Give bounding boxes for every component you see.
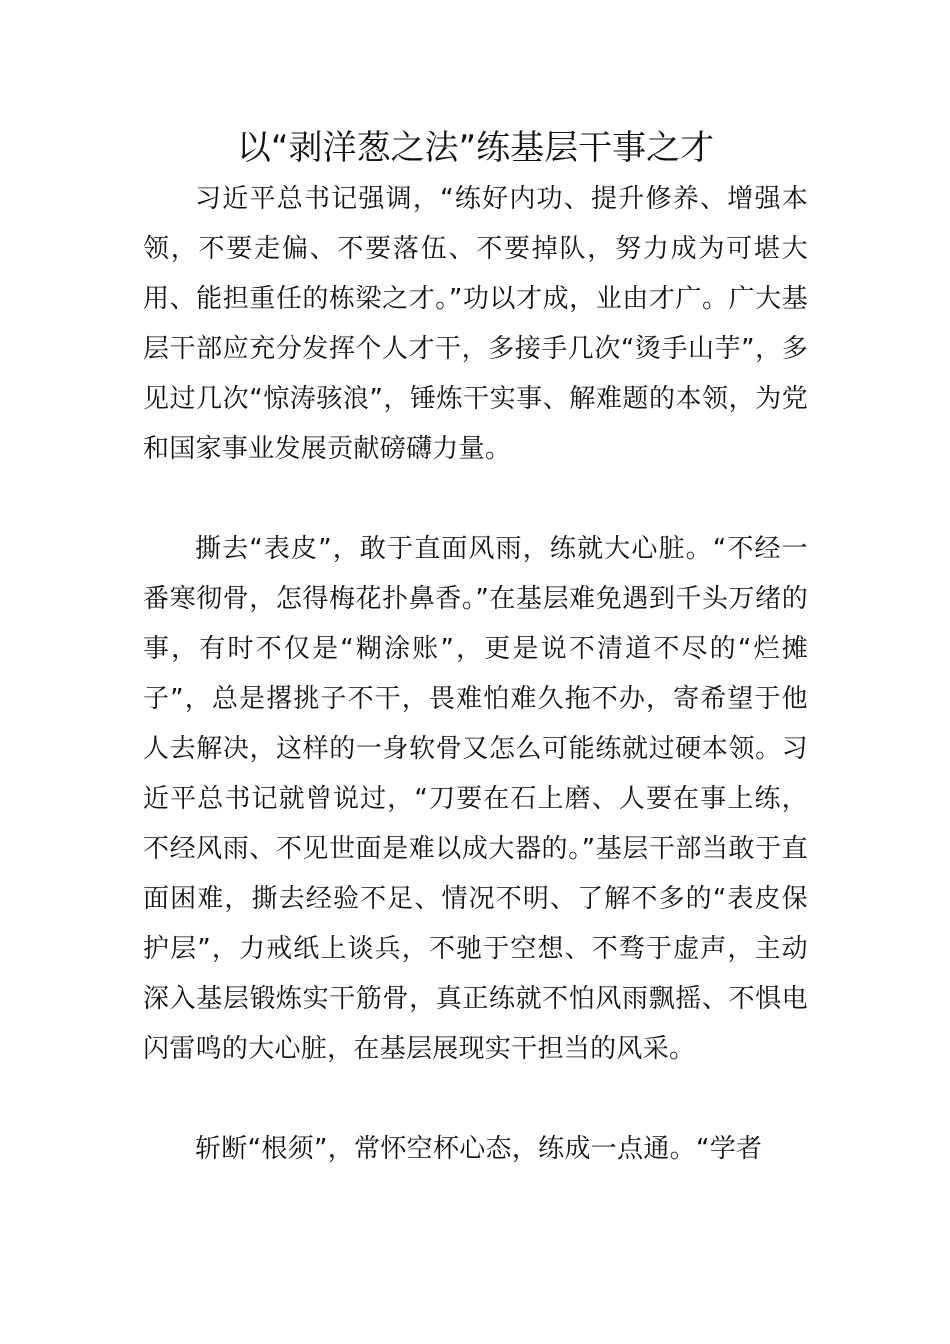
document-title: 以“剥洋葱之法”练基层干事之才 bbox=[236, 128, 715, 168]
paragraph-cut-roots: 斩断“根须”，常怀空杯心态，练成一点通。“学者 bbox=[195, 1134, 763, 1164]
paragraph-gap bbox=[143, 1074, 808, 1124]
document-page bbox=[143, 122, 808, 1174]
paragraph-peel-skin: 撕去“表皮”，敢于直面风雨，练就大心脏。“不经一番寒彻骨，怎得梅花扑鼻香。”在基层难免遇到千头万绪的事，有时不仅是“糊涂账”，更是说不清道不尽的“烂摊子”，总是撂挑子不干，畏难怕难久拖不办，寄希望于他人去解决，这样的一身软骨又怎么可能练就过硬本领。习近平总书记就曾说过，“刀要在石上磨、人要在事上练，不经风雨、不见世面是难以成大器的。”基层干部当敢于直面困难，撕去经验不足、情况不明、了解不多的“表皮保护层”，力戒纸上谈兵，不驰于空想、不骛于虚声，主动深入基层锻炼实干筋骨，真正练就不怕风雨飘摇、不惧电闪雷鸣的大心脏，在基层展现实干担当的风采。 bbox=[143, 534, 808, 1064]
paragraph-gap bbox=[143, 474, 808, 524]
paragraph-intro: 习近平总书记强调，“练好内功、提升修养、增强本领，不要走偏、不要落伍、不要掉队，努力成为可堪大用、能担重任的栋梁之才。”功以才成，业由才广。广大基层干部应充分发挥个人才干，多接手几次“烫手山芋”，多见过几次“惊涛骇浪”，锤炼干实事、解难题的本领，为党和国家事业发展贡献磅礴力量。 bbox=[143, 184, 808, 464]
